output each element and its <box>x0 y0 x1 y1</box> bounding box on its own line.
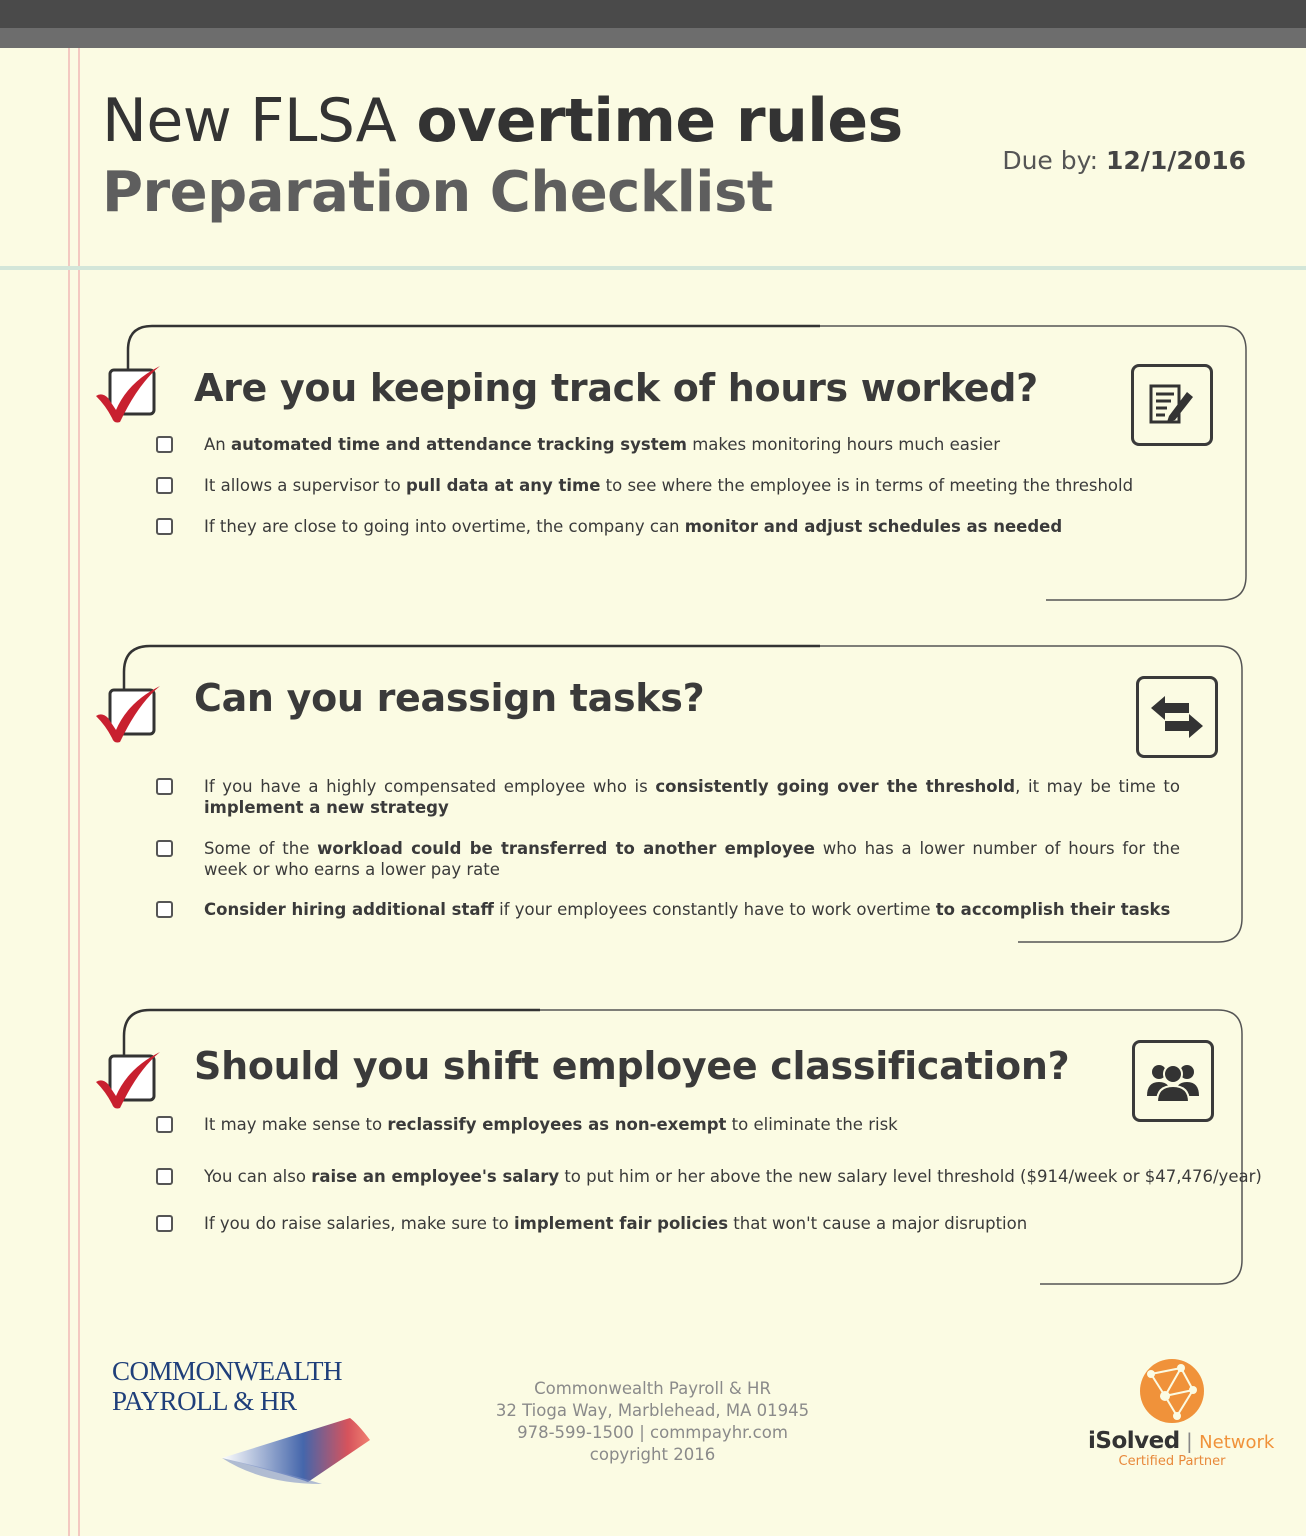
company-phone-website: 978-599-1500 | commpayhr.com <box>517 1423 788 1442</box>
due-date <box>1002 146 1246 175</box>
item-text: If you have a highly compensated employee who is consistently going over the threshold, it may be time to implement a new strategy <box>204 777 1180 817</box>
top-band-secondary <box>0 28 1306 48</box>
network-wordmark: Network <box>1199 1432 1275 1453</box>
checkbox[interactable] <box>156 477 173 494</box>
commonwealth-logo <box>112 1356 372 1488</box>
section-title: Should you shift employee classification? <box>194 1044 1070 1088</box>
red-check-icon <box>92 1048 164 1112</box>
section-title: Can you reassign tasks? <box>194 676 705 720</box>
isolved-partner-logo: iSolved | Network Certified Partner <box>1088 1356 1256 1469</box>
checkbox[interactable] <box>156 1168 173 1185</box>
section-hours-tracking <box>0 322 1306 604</box>
checkbox[interactable] <box>156 518 173 535</box>
item-text: It may make sense to reclassify employees as non-exempt to eliminate the risk <box>204 1115 898 1134</box>
checkbox[interactable] <box>156 1116 173 1133</box>
page-title <box>102 86 903 156</box>
section-title: Are you keeping track of hours worked? <box>194 366 1038 410</box>
people-group-icon <box>1132 1040 1214 1122</box>
certified-partner-label: Certified Partner <box>1118 1454 1226 1469</box>
item-text: Consider hiring additional staff if your employees constantly have to work overtime to accomplish their tasks <box>204 900 1171 919</box>
due-value: 12/1/2016 <box>1105 146 1246 175</box>
company-contact <box>460 1378 845 1466</box>
item-text: It allows a supervisor to pull data at any time to see where the employee is in terms of meeting the threshold <box>204 476 1134 495</box>
item-text: If they are close to going into overtime, the company can monitor and adjust schedules as needed <box>204 517 1063 536</box>
copyright: copyright 2016 <box>589 1445 716 1464</box>
red-check-icon <box>92 362 164 426</box>
logo-line-1: COMMONWEALTH <box>112 1356 342 1386</box>
title-bold: overtime rules <box>416 86 903 156</box>
logo-swoosh-icon <box>112 1418 372 1488</box>
top-band <box>0 0 1306 28</box>
checkbox[interactable] <box>156 436 173 453</box>
checkbox[interactable] <box>156 840 173 857</box>
item-text: You can also raise an employee's salary to put him or her above the new salary level threshold ($914/week or $47,476/year) <box>204 1167 1262 1186</box>
item-text: An automated time and attendance tracking system makes monitoring hours much easier <box>204 435 1000 454</box>
checkbox[interactable] <box>156 1215 173 1232</box>
item-text: If you do raise salaries, make sure to implement fair policies that won't cause a major disruption <box>204 1214 1028 1233</box>
due-label: Due by: <box>1002 146 1099 175</box>
checkbox[interactable] <box>156 778 173 795</box>
swap-arrows-icon <box>1136 676 1218 758</box>
section-employee-classification <box>0 1006 1306 1290</box>
header-divider <box>0 266 1306 270</box>
company-address: 32 Tioga Way, Marblehead, MA 01945 <box>495 1401 810 1420</box>
section-frame <box>0 322 1306 604</box>
red-check-icon <box>92 682 164 746</box>
edit-document-icon <box>1131 364 1213 446</box>
logo-line-2: PAYROLL & HR <box>112 1386 297 1416</box>
title-light: New FLSA <box>102 86 397 156</box>
isolved-wordmark: iSolved <box>1088 1428 1180 1454</box>
page-subtitle: Preparation Checklist <box>102 160 774 225</box>
checkbox[interactable] <box>156 901 173 918</box>
globe-network-icon <box>1137 1356 1207 1426</box>
section-reassign-tasks <box>0 642 1306 948</box>
company-name: Commonwealth Payroll & HR <box>534 1379 771 1398</box>
item-text: Some of the workload could be transferred to another employee who has a lower number of hours for the week or who earns a lower pay rate <box>204 839 1180 879</box>
